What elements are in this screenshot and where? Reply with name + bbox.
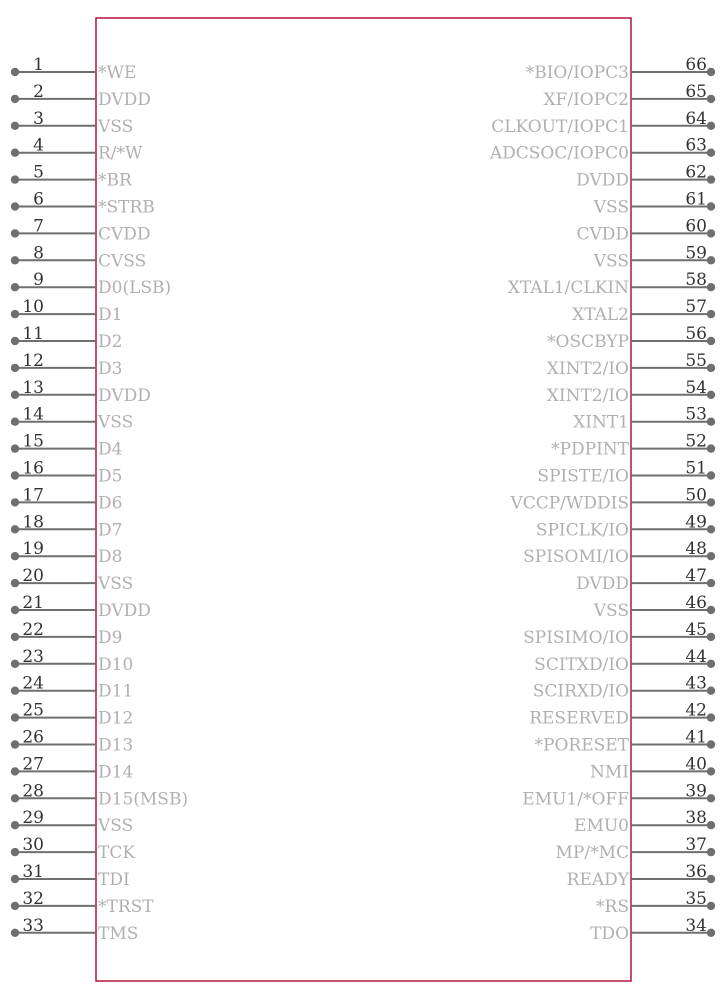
- pin-terminal-dot[interactable]: [707, 929, 715, 937]
- pin-35: [596, 889, 715, 917]
- pin-6: [11, 190, 155, 218]
- pin-terminal-dot[interactable]: [11, 444, 19, 452]
- pin-number: 21: [22, 593, 44, 613]
- pin-53: [573, 405, 715, 433]
- pin-terminal-dot[interactable]: [707, 552, 715, 560]
- pin-number: 11: [22, 324, 44, 344]
- pin-terminal-dot[interactable]: [707, 337, 715, 345]
- pin-51: [537, 459, 715, 487]
- pin-name-label: *WE: [98, 63, 137, 83]
- pin-number: 64: [685, 108, 707, 129]
- pin-terminal-dot[interactable]: [11, 202, 19, 210]
- pin-16: [11, 459, 123, 487]
- pin-terminal-dot[interactable]: [11, 418, 19, 426]
- pin-13: [11, 378, 151, 406]
- pin-name-label: XF/IOPC2: [543, 89, 629, 110]
- pin-name-label: XTAL2: [572, 305, 629, 326]
- pin-name-label: D5: [98, 466, 123, 487]
- pin-name-label: DVDD: [576, 574, 629, 595]
- pin-terminal-dot[interactable]: [707, 418, 715, 426]
- pin-name-label: SPISOMI/IO: [523, 547, 629, 568]
- pin-name-label: CVSS: [98, 251, 147, 272]
- pin-number: 65: [685, 81, 707, 102]
- pin-37: [556, 835, 716, 863]
- pin-name-label: XTAL1/CLKIN: [507, 278, 629, 299]
- pin-name-label: D1: [98, 305, 123, 326]
- pin-9: [11, 270, 171, 298]
- pin-terminal-dot[interactable]: [11, 740, 19, 748]
- pin-name-label: D2: [98, 332, 123, 352]
- pin-15: [11, 432, 123, 460]
- pin-10: [11, 297, 123, 325]
- pin-number: 44: [685, 646, 707, 667]
- pin-name-label: D7: [98, 520, 123, 541]
- pin-number: 32: [22, 888, 44, 909]
- pin-terminal-dot[interactable]: [11, 471, 19, 479]
- pin-5: [11, 163, 133, 191]
- pin-name-label: D10: [98, 654, 134, 675]
- pin-66: [526, 55, 715, 83]
- pin-31: [11, 862, 130, 890]
- pin-4: [11, 136, 143, 164]
- pin-number: 8: [33, 243, 44, 264]
- pin-44: [534, 647, 715, 675]
- pin-terminal-dot[interactable]: [707, 95, 715, 103]
- pin-terminal-dot[interactable]: [11, 68, 19, 76]
- pin-number: 9: [33, 270, 44, 291]
- pin-number: 5: [33, 162, 44, 183]
- pin-terminal-dot[interactable]: [707, 229, 715, 237]
- pin-number: 56: [685, 324, 707, 344]
- pin-number: 42: [685, 700, 707, 721]
- pin-terminal-dot[interactable]: [11, 821, 19, 829]
- pin-2: [11, 82, 151, 110]
- pin-number: 4: [33, 135, 44, 156]
- pin-45: [523, 620, 715, 648]
- pin-terminal-dot[interactable]: [707, 149, 715, 157]
- pin-terminal-dot[interactable]: [11, 229, 19, 237]
- pin-name-label: TMS: [98, 923, 139, 944]
- pin-number: 15: [22, 431, 44, 452]
- pin-terminal-dot[interactable]: [707, 122, 715, 130]
- pin-terminal-dot[interactable]: [11, 498, 19, 506]
- pin-terminal-dot[interactable]: [11, 122, 19, 130]
- pin-number: 22: [22, 619, 44, 640]
- pin-22: [11, 620, 123, 648]
- pin-61: [593, 190, 715, 218]
- pin-57: [572, 297, 715, 325]
- pin-26: [11, 728, 133, 756]
- pin-number: 48: [685, 539, 707, 560]
- pin-32: [11, 889, 154, 917]
- pin-terminal-dot[interactable]: [707, 364, 715, 372]
- pin-terminal-dot[interactable]: [707, 821, 715, 829]
- pin-name-label: EMU0: [574, 816, 629, 837]
- pin-terminal-dot[interactable]: [707, 633, 715, 641]
- pin-number: 59: [685, 243, 707, 264]
- pin-number: 45: [685, 619, 707, 640]
- pin-name-label: CVDD: [98, 224, 151, 245]
- pin-number: 24: [22, 673, 44, 694]
- pin-number: 26: [22, 727, 44, 748]
- pin-name-label: *PORESET: [534, 735, 629, 756]
- pin-terminal-dot[interactable]: [11, 633, 19, 641]
- pin-name-label: VSS: [593, 251, 629, 272]
- pin-48: [523, 539, 715, 567]
- pin-name-label: DVDD: [576, 170, 629, 191]
- pin-49: [536, 512, 715, 540]
- pin-number: 50: [685, 485, 707, 506]
- pin-name-label: D12: [98, 708, 134, 729]
- pin-39: [522, 781, 715, 809]
- pin-number: 46: [685, 593, 707, 613]
- pin-name-label: VSS: [98, 412, 134, 433]
- pin-38: [574, 808, 715, 836]
- pin-name-label: *PDPINT: [551, 439, 629, 460]
- pin-name-label: D11: [98, 681, 134, 702]
- pin-number: 7: [33, 216, 44, 237]
- pin-63: [489, 136, 715, 164]
- pin-terminal-dot[interactable]: [11, 256, 19, 264]
- pin-name-label: TDO: [590, 923, 629, 944]
- pin-number: 2: [33, 81, 44, 102]
- pin-3: [11, 109, 133, 137]
- pin-number: 19: [22, 539, 44, 560]
- pin-number: 58: [685, 270, 707, 291]
- pin-terminal-dot[interactable]: [707, 256, 715, 264]
- pin-28: [11, 781, 188, 809]
- pin-number: 43: [685, 673, 707, 694]
- pin-19: [11, 539, 123, 567]
- pin-23: [11, 647, 133, 675]
- pin-number: 23: [22, 646, 44, 667]
- pin-terminal-dot[interactable]: [11, 767, 19, 775]
- pin-name-label: RESERVED: [529, 708, 629, 729]
- pin-20: [11, 566, 133, 594]
- pin-terminal-dot[interactable]: [707, 391, 715, 399]
- pin-number: 31: [22, 862, 44, 882]
- pin-21: [11, 593, 151, 621]
- pin-25: [11, 701, 133, 729]
- pin-number: 40: [685, 754, 707, 775]
- pin-name-label: *TRST: [98, 896, 154, 917]
- pin-name-label: D6: [98, 493, 123, 514]
- pin-number: 10: [22, 297, 44, 318]
- pin-name-label: READY: [566, 870, 629, 890]
- pin-terminal-dot[interactable]: [11, 525, 19, 533]
- pin-27: [11, 754, 133, 782]
- pin-terminal-dot[interactable]: [11, 848, 19, 856]
- pin-number: 28: [22, 781, 44, 802]
- pin-terminal-dot[interactable]: [707, 713, 715, 721]
- pin-name-label: SCIRXD/IO: [532, 681, 629, 702]
- pin-12: [11, 351, 123, 379]
- pin-number: 47: [685, 566, 707, 587]
- pin-18: [11, 512, 123, 540]
- pin-number: 6: [33, 189, 44, 210]
- pin-terminal-dot[interactable]: [11, 364, 19, 372]
- pin-number: 52: [685, 431, 707, 452]
- pin-terminal-dot[interactable]: [707, 794, 715, 802]
- pin-50: [509, 485, 715, 513]
- pin-name-label: VSS: [593, 601, 629, 621]
- pin-name-label: SCITXD/IO: [534, 654, 629, 675]
- pin-terminal-dot[interactable]: [11, 391, 19, 399]
- pin-name-label: *BR: [98, 170, 132, 191]
- pin-terminal-dot[interactable]: [11, 713, 19, 721]
- pin-name-label: CVDD: [576, 224, 629, 245]
- pin-terminal-dot[interactable]: [707, 740, 715, 748]
- pin-number: 41: [685, 727, 707, 748]
- pin-terminal-dot[interactable]: [707, 660, 715, 668]
- pin-number: 25: [22, 700, 44, 721]
- pin-name-label: XINT2/IO: [546, 385, 629, 406]
- pin-number: 49: [685, 512, 707, 533]
- pin-name-label: *OSCBYP: [547, 332, 629, 352]
- pin-terminal-dot[interactable]: [11, 875, 19, 883]
- pin-40: [590, 754, 715, 782]
- pin-name-label: DVDD: [98, 601, 151, 621]
- pin-name-label: D13: [98, 735, 134, 756]
- pin-name-label: *BIO/IOPC3: [525, 63, 629, 83]
- pin-terminal-dot[interactable]: [707, 310, 715, 318]
- pin-name-label: VSS: [98, 816, 134, 837]
- pin-name-label: SPICLK/IO: [535, 520, 629, 541]
- pin-number: 30: [22, 835, 44, 856]
- pin-name-label: D3: [98, 358, 123, 379]
- pin-number: 53: [685, 404, 707, 425]
- pin-number: 16: [22, 458, 44, 479]
- pin-number: 34: [685, 915, 707, 936]
- pin-terminal-dot[interactable]: [707, 875, 715, 883]
- pin-46: [593, 593, 715, 621]
- pin-number: 35: [685, 888, 707, 909]
- pin-number: 57: [685, 297, 707, 318]
- pin-name-label: MP/*MC: [555, 843, 629, 864]
- pin-terminal-dot[interactable]: [707, 848, 715, 856]
- pin-47: [576, 566, 715, 594]
- pin-name-label: VCCP/WDDIS: [510, 493, 629, 514]
- pin-terminal-dot[interactable]: [11, 149, 19, 157]
- pin-number: 13: [22, 377, 44, 398]
- pin-terminal-dot[interactable]: [707, 767, 715, 775]
- pin-name-label: NMI: [590, 762, 629, 783]
- pin-name-label: EMU1/*OFF: [522, 789, 629, 810]
- pin-60: [576, 216, 715, 244]
- pin-30: [11, 835, 136, 863]
- pin-name-label: D9: [98, 627, 123, 648]
- pin-name-label: ADCSOC/IOPC0: [489, 143, 629, 164]
- pin-terminal-dot[interactable]: [707, 525, 715, 533]
- pin-name-label: *RS: [596, 896, 629, 917]
- pin-64: [491, 109, 715, 137]
- pin-number: 3: [33, 108, 44, 129]
- pin-11: [11, 324, 123, 352]
- pin-number: 60: [685, 216, 707, 237]
- pin-terminal-dot[interactable]: [707, 175, 715, 183]
- pin-number: 27: [22, 754, 44, 775]
- pin-number: 51: [685, 458, 707, 479]
- pin-name-label: VSS: [98, 116, 134, 137]
- pin-65: [543, 82, 715, 110]
- pin-terminal-dot[interactable]: [11, 552, 19, 560]
- pin-name-label: D8: [98, 547, 123, 568]
- pin-name-label: CLKOUT/IOPC1: [491, 116, 629, 137]
- pin-number: 55: [685, 350, 707, 371]
- pin-name-label: XINT2/IO: [546, 358, 629, 379]
- pin-name-label: DVDD: [98, 89, 151, 110]
- pin-name-label: VSS: [98, 574, 134, 595]
- pin-number: 1: [33, 55, 44, 75]
- pin-terminal-dot[interactable]: [707, 498, 715, 506]
- pin-14: [11, 405, 133, 433]
- pin-terminal-dot[interactable]: [11, 175, 19, 183]
- pin-1: [11, 55, 137, 83]
- pin-number: 63: [685, 135, 707, 156]
- right-pin-column: [489, 55, 715, 944]
- pin-52: [551, 432, 715, 460]
- pin-terminal-dot[interactable]: [707, 579, 715, 587]
- pin-number: 38: [685, 808, 707, 829]
- pin-number: 17: [22, 485, 44, 506]
- pin-terminal-dot[interactable]: [11, 902, 19, 910]
- pin-terminal-dot[interactable]: [707, 68, 715, 76]
- pin-41: [535, 728, 716, 756]
- pin-number: 62: [685, 162, 707, 183]
- pin-number: 61: [685, 189, 707, 210]
- pin-8: [11, 243, 146, 271]
- pin-name-label: D14: [98, 762, 134, 783]
- pin-terminal-dot[interactable]: [11, 660, 19, 668]
- pin-terminal-dot[interactable]: [707, 283, 715, 291]
- pin-name-label: XINT1: [573, 412, 629, 433]
- pin-terminal-dot[interactable]: [707, 444, 715, 452]
- pin-number: 54: [685, 377, 707, 398]
- pin-terminal-dot[interactable]: [707, 902, 715, 910]
- pin-59: [593, 243, 715, 271]
- pin-terminal-dot[interactable]: [707, 606, 715, 614]
- pin-name-label: D0(LSB): [98, 278, 172, 299]
- pin-name-label: D15(MSB): [98, 789, 189, 810]
- pin-name-label: VSS: [593, 197, 629, 218]
- pin-terminal-dot[interactable]: [11, 579, 19, 587]
- pin-terminal-dot[interactable]: [11, 687, 19, 695]
- pin-terminal-dot[interactable]: [707, 687, 715, 695]
- pin-name-label: TCK: [98, 843, 136, 864]
- pin-name-label: SPISTE/IO: [537, 466, 629, 487]
- pin-terminal-dot[interactable]: [11, 337, 19, 345]
- pin-terminal-dot[interactable]: [11, 606, 19, 614]
- pin-name-label: DVDD: [98, 385, 151, 406]
- pin-number: 14: [22, 404, 44, 425]
- pin-number: 37: [685, 835, 707, 856]
- pin-number: 39: [685, 781, 707, 802]
- pin-name-label: TDI: [98, 870, 130, 890]
- pin-24: [11, 674, 133, 702]
- pin-number: 36: [685, 862, 707, 882]
- pin-62: [576, 163, 715, 191]
- pin-name-label: R/*W: [98, 143, 143, 164]
- pin-43: [533, 674, 715, 702]
- pin-terminal-dot[interactable]: [707, 471, 715, 479]
- pin-terminal-dot[interactable]: [11, 929, 19, 937]
- pin-number: 33: [22, 915, 44, 936]
- pin-33: [11, 916, 139, 944]
- pin-terminal-dot[interactable]: [707, 202, 715, 210]
- pin-terminal-dot[interactable]: [11, 283, 19, 291]
- pin-17: [11, 485, 123, 513]
- pin-number: 12: [22, 350, 44, 371]
- pin-42: [529, 701, 715, 729]
- pin-number: 20: [22, 566, 44, 587]
- pin-29: [11, 808, 133, 836]
- pin-number: 29: [22, 808, 44, 829]
- pin-name-label: D4: [98, 439, 123, 460]
- pin-58: [508, 270, 715, 298]
- pin-7: [11, 216, 151, 244]
- pin-terminal-dot[interactable]: [11, 794, 19, 802]
- pin-number: 18: [22, 512, 44, 533]
- pin-name-label: *STRB: [98, 197, 155, 218]
- left-pin-column: [11, 55, 188, 944]
- pin-34: [590, 916, 715, 944]
- pin-terminal-dot[interactable]: [11, 310, 19, 318]
- pin-name-label: SPISIMO/IO: [523, 627, 629, 648]
- pin-number: 66: [685, 55, 707, 75]
- pin-terminal-dot[interactable]: [11, 95, 19, 103]
- pin-36: [567, 862, 716, 890]
